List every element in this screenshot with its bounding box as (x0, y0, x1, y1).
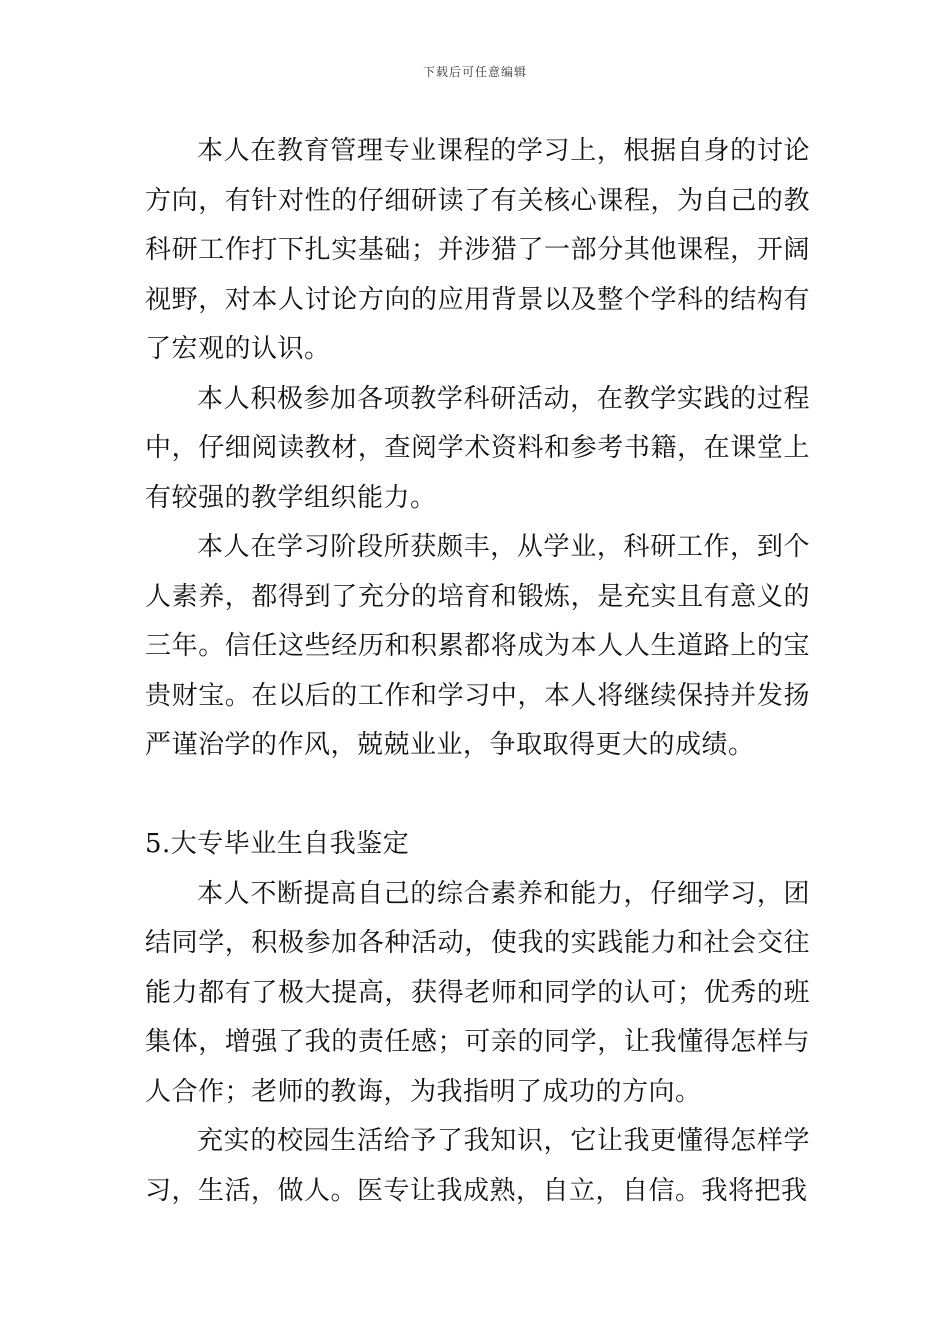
paragraph: 本人积极参加各项教学科研活动，在教学实践的过程中，仔细阅读教材，查阅学术资料和参考书籍，在课堂上有较强的教学组织能力。 (145, 383, 810, 513)
section-heading: 5.大专毕业生自我鉴定 (145, 829, 410, 859)
paragraph: 充实的校园生活给予了我知识，它让我更懂得怎样学习，生活，做人。医专让我成熟，自立，自信。我将把我 (145, 1126, 810, 1206)
header-note: 下载后可任意编辑 (422, 65, 527, 79)
paragraph: 本人不断提高自己的综合素养和能力，仔细学习，团结同学，积极参加各种活动，使我的实践能力和社会交往能力都有了极大提高，获得老师和同学的认可；优秀的班集体，增强了我的责任感；可亲的同学，让我懂得怎样与人合作；老师的教诲，为我指明了成功的方向。 (145, 878, 810, 1107)
document-body (145, 127, 810, 1216)
paragraph: 本人在教育管理专业课程的学习上，根据自身的讨论方向，有针对性的仔细研读了有关核心课程，为自己的教科研工作打下扎实基础；并涉猎了一部分其他课程，开阔视野，对本人讨论方向的应用背景以及整个学科的结构有了宏观的认识。 (145, 136, 810, 364)
blank-line (145, 771, 810, 821)
paragraph: 本人在学习阶段所获颇丰，从学业，科研工作，到个人素养，都得到了充分的培育和锻炼，是充实且有意义的三年。信任这些经历和积累都将成为本人人生道路上的宝贵财宝。在以后的工作和学习中，本人将继续保持并发扬严谨治学的作风，兢兢业业，争取取得更大的成绩。 (145, 532, 810, 760)
